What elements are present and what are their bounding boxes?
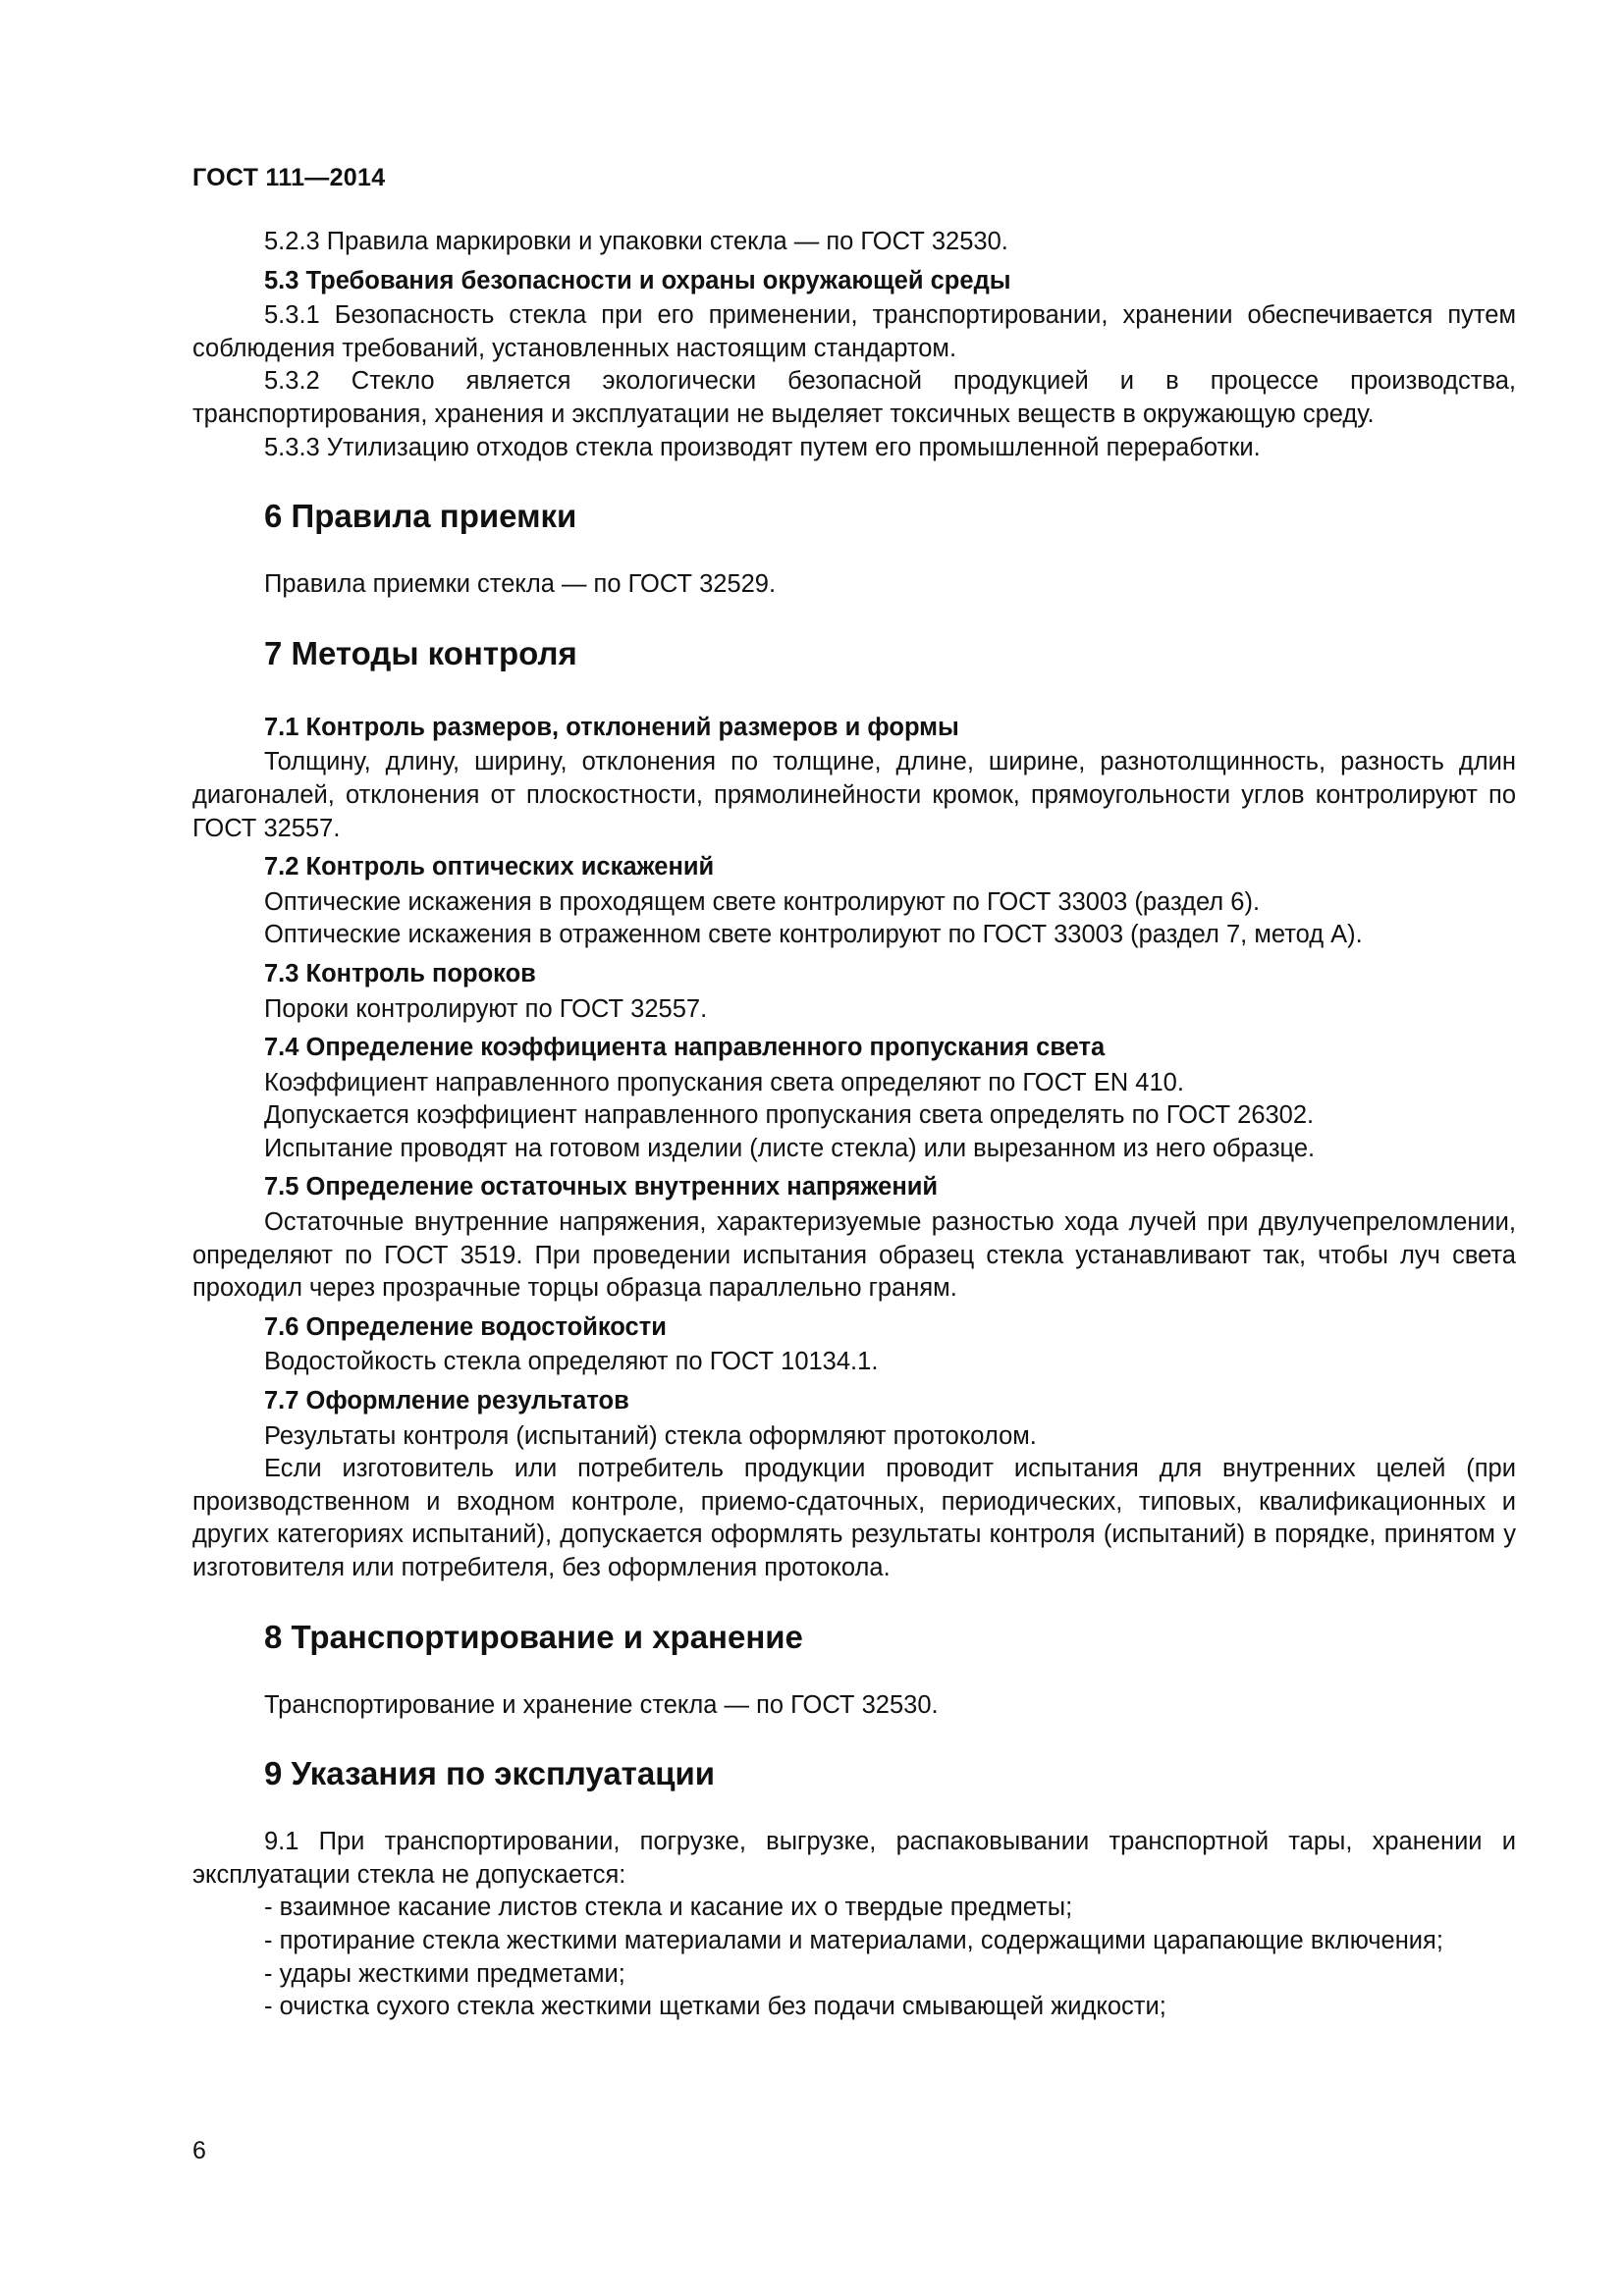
subsection-heading: 7.3 Контроль пороков xyxy=(264,959,536,988)
paragraph: 5.3.2 Стекло является экологически безопасной продукцией и в процессе производства, транспортирования, хранения и эксплуатации не выделяет токсичных веществ в окружающую среду. xyxy=(192,367,1516,428)
paragraph: 5.2.3 Правила маркировки и упаковки стекла — по ГОСТ 32530. xyxy=(264,228,1008,255)
paragraph: 9.1 При транспортировании, погрузке, выгрузке, распаковывании транспортной тары, хранении и эксплуатации стекла не допускается: xyxy=(192,1828,1516,1889)
paragraph: Транспортирование и хранение стекла — по ГОСТ 32530. xyxy=(264,1690,939,1719)
paragraph: Коэффициент направленного пропускания света определяют по ГОСТ EN 410. xyxy=(264,1068,1184,1096)
paragraph: Водостойкость стекла определяют по ГОСТ 10134.1. xyxy=(264,1348,879,1376)
paragraph: Толщину, длину, ширину, отклонения по толщине, длине, ширине, разнотолщинность, разность длин диагоналей, отклонения от плоскостности, прямолинейности кромок, прямоугольности углов контролируют по ГОСТ 32557. xyxy=(192,748,1516,842)
paragraph: - удары жесткими предметами; xyxy=(264,1959,625,1988)
subsection-heading: 7.2 Контроль оптических искажений xyxy=(264,853,715,881)
paragraph: - протирание стекла жесткими материалами и материалами, содержащими царапающие включения; xyxy=(264,1926,1443,1954)
subsection-heading: 7.1 Контроль размеров, отклонений размеров и формы xyxy=(264,713,959,741)
page-number: 6 xyxy=(192,2137,206,2164)
section-heading: 9 Указания по эксплуатации xyxy=(264,1755,716,1792)
subsection-heading: 7.6 Определение водостойкости xyxy=(264,1312,667,1341)
subsection-heading: 5.3 Требования безопасности и охраны окружающей среды xyxy=(264,266,1011,294)
paragraph: - взаимное касание листов стекла и касание их о твердые предметы; xyxy=(264,1894,1073,1922)
paragraph: Испытание проводят на готовом изделии (листе стекла) или вырезанном из него образце. xyxy=(264,1134,1316,1162)
paragraph: Если изготовитель или потребитель продукции проводит испытания для внутренних целей (при производственном и входном контроле, приемо-сдаточных, периодических, типовых, квалификационных и других категориях испытаний), допускается оформлять результаты контроля (испытаний) в порядке, принятом у изготовителя или потребителя, без оформления протокола. xyxy=(192,1455,1516,1581)
paragraph: Оптические искажения в проходящем свете контролируют по ГОСТ 33003 (раздел 6). xyxy=(264,887,1261,916)
paragraph: Оптические искажения в отраженном свете контролируют по ГОСТ 33003 (раздел 7, метод А). xyxy=(264,921,1363,949)
document-header: ГОСТ 111—2014 xyxy=(192,164,386,191)
section-heading: 6 Правила приемки xyxy=(264,498,577,535)
paragraph: Остаточные внутренние напряжения, характеризуемые разностью хода лучей при двулучепреломлении, определяют по ГОСТ 3519. При проведении испытания образец стекла устанавливают так, чтобы луч света проходил через прозрачные торцы образца параллельно граням. xyxy=(192,1208,1516,1303)
paragraph: - очистка сухого стекла жесткими щетками без подачи смывающей жидкости; xyxy=(264,1993,1166,2021)
paragraph: Результаты контроля (испытаний) стекла оформляют протоколом. xyxy=(264,1421,1037,1450)
paragraph: 5.3.1 Безопасность стекла при его применении, транспортировании, хранении обеспечивается путем соблюдения требований, установленных настоящим стандартом. xyxy=(192,301,1516,362)
section-heading: 8 Транспортирование и хранение xyxy=(264,1618,803,1655)
paragraph: Пороки контролируют по ГОСТ 32557. xyxy=(264,994,708,1023)
paragraph: 5.3.3 Утилизацию отходов стекла производят путем его промышленной переработки. xyxy=(264,433,1261,461)
paragraph: Правила приемки стекла — по ГОСТ 32529. xyxy=(264,570,777,599)
subsection-heading: 7.7 Оформление результатов xyxy=(264,1387,629,1415)
paragraph: Допускается коэффициент направленного пропускания света определять по ГОСТ 26302. xyxy=(264,1101,1315,1130)
subsection-heading: 7.4 Определение коэффициента направленного пропускания света xyxy=(264,1034,1106,1062)
subsection-heading: 7.5 Определение остаточных внутренних напряжений xyxy=(264,1173,939,1201)
document-body xyxy=(192,226,1516,2024)
section-heading: 7 Методы контроля xyxy=(264,634,577,671)
